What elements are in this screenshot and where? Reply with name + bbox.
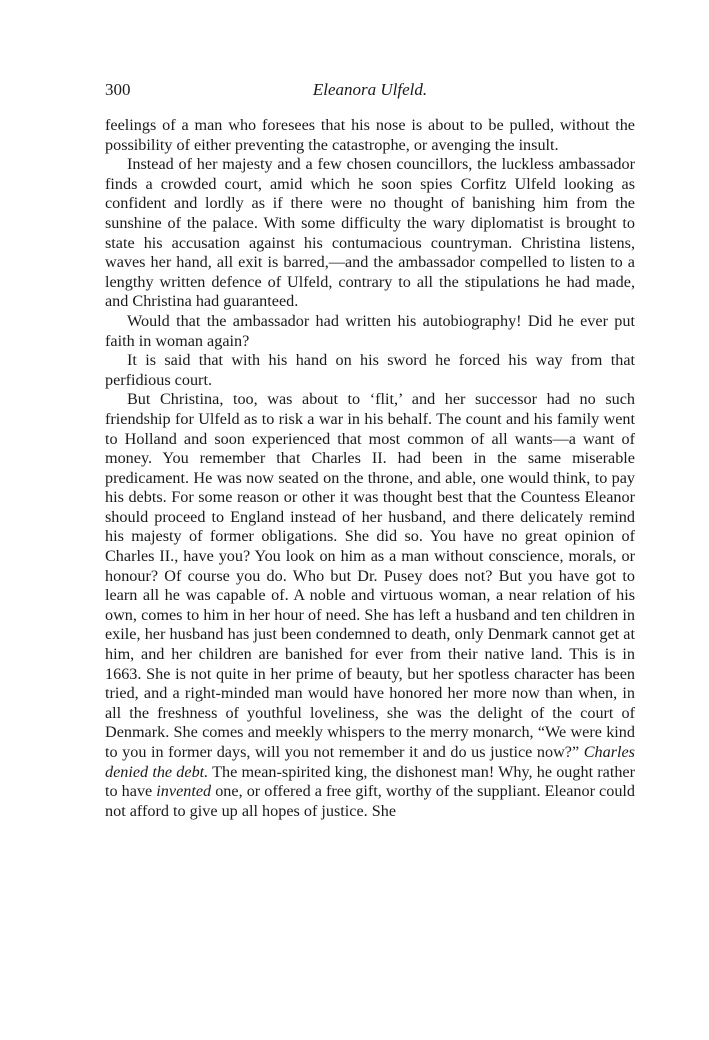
body-text xyxy=(105,116,635,821)
text-run: But Christina, too, was about to ‘flit,’ and her successor had no such friendship for Ulfeld as to risk a war in his behalf. The count and his family went to Holland and soon experienced that most common of all wants—a want of money. You remember that Charles II. had been in the same miserable predicament. He was now seated on the throne, and able, one would think, to pay his debts. For some reason or other it was thought best that the Countess Eleanor should proceed to England instead of her husband, and there delicately remind his majesty of former obligations. She did so. You have no great opinion of Charles II., have you? You look on him as a man without conscience, morals, or honour? Of course you do. Who but Dr. Pusey does not? But you have got to learn all he was capable of. A noble and virtuous woman, a near relation of his own, comes to him in her hour of need. She has left a husband and ten children in exile, her husband has just been condemned to death, only Denmark cannot get at him, and her children are banished for ever from their native land. This is in 1663. She is not quite in her prime of beauty, but her spotless character has been tried, and a right-minded man would have honored her more now than when, in all the freshness of youthful loveliness, she was the delight of the court of Denmark. She comes and meekly whispers to the merry monarch, “We were kind to you in former days, will you not remember it and do us justice now?” xyxy=(105,390,635,761)
text-run: one, or offered a free gift, worthy of the suppliant. Eleanor could not afford to give up all hopes of justice. She xyxy=(105,782,635,820)
text-run: The mean-spirited king, the dishonest man! Why, he ought rather to have xyxy=(105,762,636,801)
paragraph-2 xyxy=(105,155,635,312)
text-run: Instead of her majesty and a few chosen councillors, the luckless ambassador finds a crowded court, amid which he soon spies Corfitz Ulfeld looking as confident and lordly as if there were no thought of banishing him from the sunshine of the palace. With some difficulty the wary diplomatist is brought to state his accusation against his contumacious countryman. Christina listens, waves her hand, all exit is barred,—and the ambassador compelled to listen to a lengthy written defence of Ulfeld, contrary to all the stipulations he had made, and Christina had guaranteed. xyxy=(105,155,635,311)
page-number: 300 xyxy=(105,80,131,99)
paragraph-5 xyxy=(105,390,635,821)
paragraph-4 xyxy=(105,351,635,390)
text-run: It is said that with his hand on his sword he forced his way from that perfidious court. xyxy=(105,351,635,389)
paragraph-1 xyxy=(105,116,635,155)
running-head xyxy=(105,80,635,108)
italic-text-run: Charles denied the debt. xyxy=(105,743,635,781)
italic-text-run: invented xyxy=(156,782,212,801)
running-title: Eleanora Ulfeld. xyxy=(312,80,428,99)
paragraph-3 xyxy=(105,312,635,351)
text-run: feelings of a man who foresees that his nose is about to be pulled, without the possibility of either preventing the catastrophe, or avenging the insult. xyxy=(105,116,635,154)
text-run: Would that the ambassador had written his autobiography! Did he ever put faith in woman again? xyxy=(105,311,635,350)
book-page xyxy=(105,80,635,821)
